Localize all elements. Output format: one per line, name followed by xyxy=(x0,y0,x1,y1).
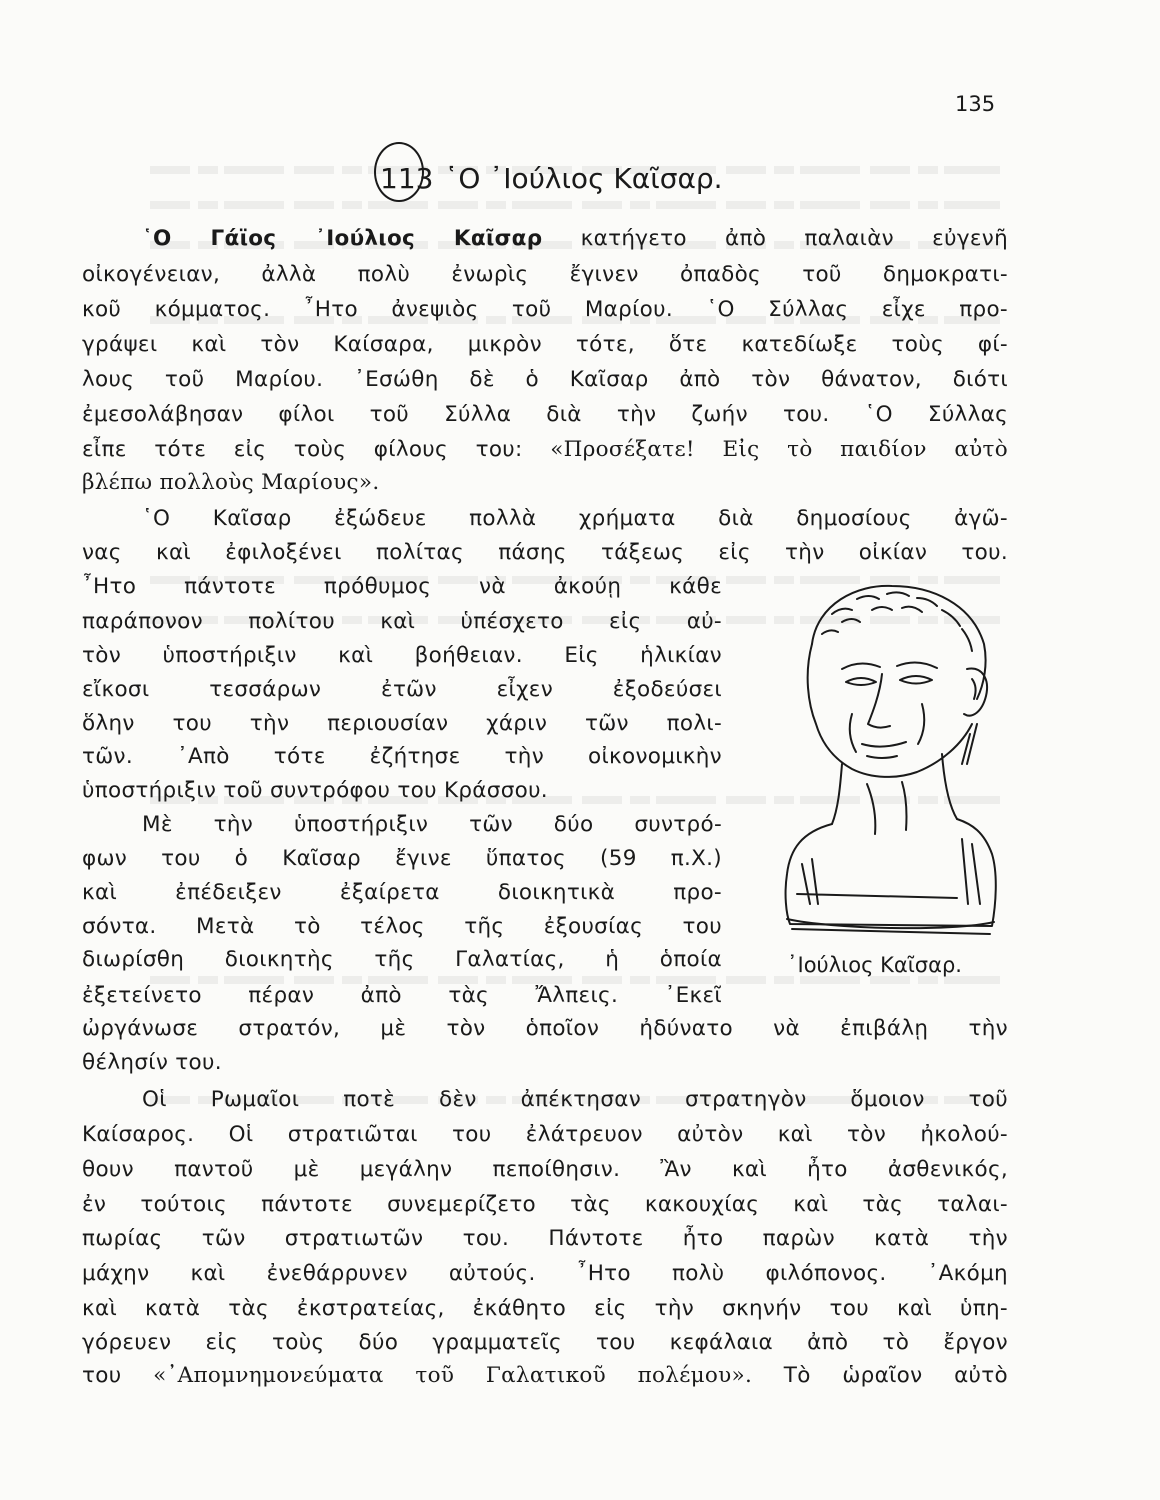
text-segment: Τὸ ὡραῖον αὐτὸ xyxy=(783,1363,1008,1388)
text-segment: εἶπε τότε εἰς τοὺς φίλους του: xyxy=(82,437,523,462)
text-line: λους τοῦ Μαρίου. ᾿Εσώθη δὲ ὁ Καῖσαρ ἀπὸ τὸν θάνατον, διότι xyxy=(82,367,1008,392)
text-line: νας καὶ ἐφιλοξένει πολίτας πάσης τάξεως εἰς τὴν οἰκίαν του. xyxy=(82,540,1008,565)
text-line: γράψει καὶ τὸν Καίσαρα, μικρὸν τότε, ὅτε κατεδίωξε τοὺς φί- xyxy=(82,332,1008,357)
text-line: τῶν. ᾿Απὸ τότε ἐζήτησε τὴν οἰκονομικὴν xyxy=(82,744,722,769)
page-number: 135 xyxy=(955,92,996,116)
text-line: ῾Ο Καῖσαρ ἐξώδευε πολλὰ χρήματα διὰ δημοσίους ἀγῶ- xyxy=(142,506,1008,531)
section-title: ῾Ο ᾿Ιούλιος Καῖσαρ. xyxy=(444,162,723,195)
text-line: ἐμεσολάβησαν φίλοι τοῦ Σύλλα διὰ τὴν ζωήν του. ῾Ο Σύλλας xyxy=(82,402,1008,427)
text-line xyxy=(82,1363,1008,1389)
section-heading xyxy=(378,162,723,195)
text-line: φων του ὁ Καῖσαρ ἔγινε ὕπατος (59 π.Χ.) xyxy=(82,846,722,871)
text-line: σόντα. Μετὰ τὸ τέλος τῆς ἐξουσίας του xyxy=(82,914,722,939)
text-line: ὑποστήριξιν τοῦ συντρόφου του Κράσσου. xyxy=(82,778,548,803)
text-line: ῏Ητο πάντοτε πρόθυμος νὰ ἀκούῃ κάθε xyxy=(82,574,722,599)
text-line: παράπονον πολίτου καὶ ὑπέσχετο εἰς αὐ- xyxy=(82,609,722,634)
text-line: θουν παντοῦ μὲ μεγάλην πεποίθησιν. Ἂν καὶ ἦτο ἀσθενικός, xyxy=(82,1157,1008,1182)
text-line: ἐξετείνετο πέραν ἀπὸ τὰς Ἄλπεις. ᾿Εκεῖ xyxy=(82,983,722,1008)
quote-segment: «Προσέξατε! Εἰς τὸ παιδίον αὐτὸ xyxy=(550,437,1008,462)
text-segment: του xyxy=(82,1363,122,1388)
text-line: οἰκογένειαν, ἀλλὰ πολὺ ἐνωρὶς ἔγινεν ὀπαδὸς τοῦ δημοκρατι- xyxy=(82,262,1008,287)
text-line: τὸν ὑποστήριξιν καὶ βοήθειαν. Εἰς ἡλικίαν xyxy=(82,643,722,668)
figure-caption: ᾿Ιούλιος Καῖσαρ. xyxy=(787,953,962,977)
text-line: Μὲ τὴν ὑποστήριξιν τῶν δύο συντρό- xyxy=(142,812,722,837)
text-line xyxy=(82,437,1008,463)
text-line: θέλησίν του. xyxy=(82,1050,222,1075)
text-line: ὅλην του τὴν περιουσίαν χάριν τῶν πολι- xyxy=(82,711,722,736)
caesar-bust-illustration xyxy=(772,574,1007,944)
text-segment: κατήγετο ἀπὸ παλαιὰν εὐγενῆ xyxy=(580,226,1009,251)
text-line: Καίσαρος. Οἱ στρατιῶται του ἐλάτρευον αὐτὸν καὶ τὸν ἠκολού- xyxy=(82,1122,1008,1147)
text-line: καὶ ἐπέδειξεν ἐξαίρετα διοικητικὰ προ- xyxy=(82,880,722,905)
text-line: διωρίσθη διοικητὴς τῆς Γαλατίας, ἡ ὁποία xyxy=(82,947,722,972)
quote-segment: «᾿Απομνημονεύματα τοῦ Γαλατικοῦ πολέμου». xyxy=(153,1363,753,1388)
text-line: γόρευεν εἰς τοὺς δύο γραμματεῖς του κεφάλαια ἀπὸ τὸ ἔργον xyxy=(82,1330,1008,1355)
text-line: βλέπω πολλοὺς Μαρίους». xyxy=(82,470,380,495)
text-line: ἐν τούτοις πάντοτε συνεμερίζετο τὰς κακουχίας καὶ τὰς ταλαι- xyxy=(82,1192,1008,1217)
section-number: 113 xyxy=(380,162,434,195)
text-line: ὠργάνωσε στρατόν, μὲ τὸν ὁποῖον ἠδύνατο νὰ ἐπιβάλῃ τὴν xyxy=(82,1016,1008,1041)
text-line: εἴκοσι τεσσάρων ἐτῶν εἶχεν ἐξοδεύσει xyxy=(82,677,722,702)
text-line: μάχην καὶ ἐνεθάρρυνεν αὐτούς. ῏Ητο πολὺ φιλόπονος. ᾿Ακόμη xyxy=(82,1261,1008,1286)
bold-name: ῾Ο Γάϊος ᾿Ιούλιος Καῖσαρ xyxy=(142,226,543,251)
text-line xyxy=(82,226,1008,252)
text-line: καὶ κατὰ τὰς ἐκστρατείας, ἐκάθητο εἰς τὴν σκηνήν του καὶ ὑπη- xyxy=(82,1296,1008,1321)
text-line: Οἱ Ρωμαῖοι ποτὲ δὲν ἀπέκτησαν στρατηγὸν ὅμοιον τοῦ xyxy=(142,1087,1008,1112)
text-line: κοῦ κόμματος. ῏Ητο ἀνεψιὸς τοῦ Μαρίου. ῾Ο Σύλλας εἶχε προ- xyxy=(82,297,1008,322)
text-line: πωρίας τῶν στρατιωτῶν του. Πάντοτε ἦτο παρὼν κατὰ τὴν xyxy=(82,1226,1008,1251)
